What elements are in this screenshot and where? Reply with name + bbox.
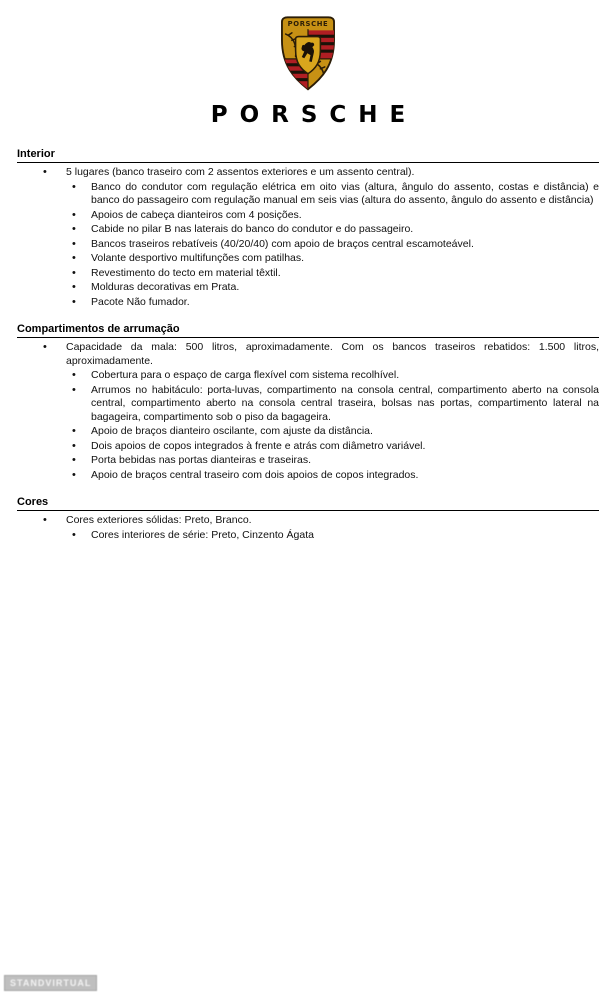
list-item: • Apoio de braços central traseiro com dois apoios de copos integrados. <box>17 469 599 483</box>
list-item: • Cabide no pilar B nas laterais do banco do condutor e do passageiro. <box>17 223 599 237</box>
list-item: • Revestimento do tecto em material têxtil. <box>17 267 599 281</box>
list-item: • Apoio de braços dianteiro oscilante, com ajuste da distância. <box>17 425 599 439</box>
crest-wordmark-text: PORSCHE <box>287 20 329 29</box>
logo-header <box>0 0 616 128</box>
list-item: • Dois apoios de copos integrados à frente e atrás com diâmetro variável. <box>17 440 599 454</box>
list-item: • Arrumos no habitáculo: porta-luvas, compartimento na consola central, compartimento aberto na consola central, compartimento aberto na consola central traseira, bolsas nas portas, compartimento lateral na bagageira, compartimento sob o piso da bagageira. <box>17 384 599 425</box>
list-item: • 5 lugares (banco traseiro com 2 assentos exteriores e um assento central). <box>17 166 599 180</box>
section-title-compartimentos: Compartimentos de arrumação <box>17 323 599 338</box>
list-item: • Molduras decorativas em Prata. <box>17 281 599 295</box>
section-title-cores: Cores <box>17 496 599 511</box>
list-item: • Bancos traseiros rebatíveis (40/20/40) com apoio de braços central escamoteável. <box>17 238 599 252</box>
section-cores <box>17 496 599 542</box>
cores-list <box>17 514 599 542</box>
list-item: • Cores interiores de série: Preto, Cinzento Ágata <box>17 529 599 543</box>
list-item: • Pacote Não fumador. <box>17 296 599 310</box>
spec-content <box>17 148 599 542</box>
porsche-wordmark: PORSCHE <box>210 102 418 128</box>
list-item: • Banco do condutor com regulação elétrica em oito vias (altura, ângulo do assento, costas e distância) e banco do passageiro com regulação manual em seis vias (altura do assento, ângulo do assento e distância) <box>17 181 599 208</box>
list-item: • Apoios de cabeça dianteiros com 4 posições. <box>17 209 599 223</box>
section-title-interior: Interior <box>17 148 599 163</box>
section-compartimentos <box>17 323 599 482</box>
compartimentos-list <box>17 341 599 482</box>
list-item: • Porta bebidas nas portas dianteiras e traseiras. <box>17 454 599 468</box>
list-item: • Capacidade da mala: 500 litros, aproximadamente. Com os bancos traseiros rebatidos: 1.500 litros, aproximadamente. <box>17 341 599 368</box>
interior-list <box>17 166 599 309</box>
list-item: • Cobertura para o espaço de carga flexível com sistema recolhível. <box>17 369 599 383</box>
porsche-crest-icon <box>277 14 339 92</box>
section-interior <box>17 148 599 309</box>
list-item: • Cores exteriores sólidas: Preto, Branco. <box>17 514 599 528</box>
list-item: • Volante desportivo multifunções com patilhas. <box>17 252 599 266</box>
watermark-badge: STANDVIRTUAL <box>4 975 97 991</box>
